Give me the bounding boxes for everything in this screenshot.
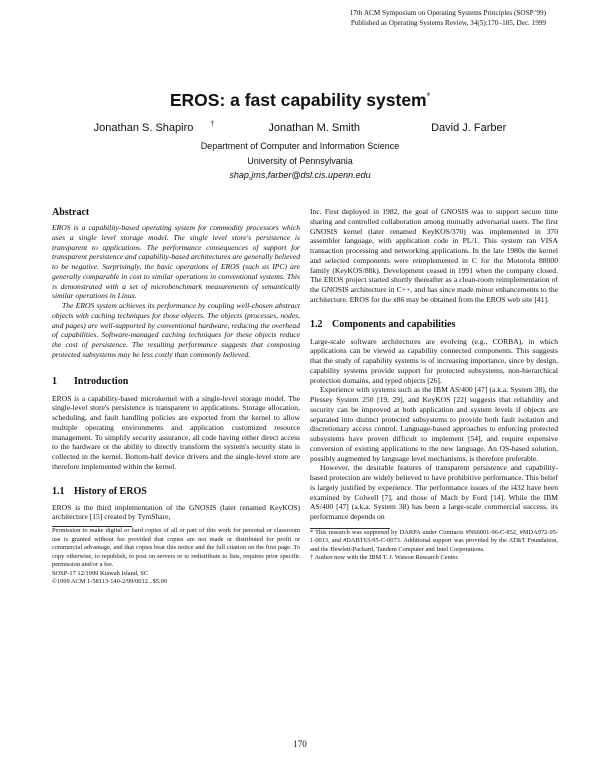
abstract-paragraph: EROS is a capability-based operating system for commodity processors which uses a single level storage model. The single level store's persistence is transparent to applications. The performance consequences of support for transparent persistence and capability-based architectures are generally believed to be negative. Surprisingly, the basic operations of EROS (such as IPC) are generally comparable in cost to similar operations in conventional systems. This is demonstrated with a set of microbenchmark measurements of semantically similar operations in Linux. <box>52 223 300 301</box>
header-publication: Published as Operating Systems Review, 34(5):170–185, Dec. 1999 <box>350 19 546 27</box>
body-paragraph: Experience with systems such as the IBM AS/400 [47] (a.k.a. System 38), the Plessey System 250 [19, 29], and KeyKOS [22] suggests that reliability and security can be improved at both application and system levels if objects are separated into distinct protected subsystems to provide both fault isolation and discretionary access control. Language-based approaches to enforcing protected subsystems have proven difficult to implement [54], and require expensive conversion of existing applications to the new language. An OS-based solution, possibly augmented by language level mechanisms, is therefore preferable. <box>310 385 558 463</box>
author-footnote-mark: † <box>210 121 215 128</box>
right-column <box>310 207 558 562</box>
affiliation-univ: University of Pennsylvania <box>247 156 353 166</box>
title-footnote-mark: * <box>426 91 431 102</box>
body-paragraph: EROS is the third implementation of the GNOSIS (later renamed KeyKOS) architecture [15] created by TymShare, <box>52 502 300 522</box>
section-title: Introduction <box>74 375 129 387</box>
author <box>251 122 377 134</box>
footnote-author: † Author now with the IBM T. J. Watson Research Center. <box>310 553 459 561</box>
section-heading-components <box>310 319 558 331</box>
left-column <box>52 207 300 587</box>
body-paragraph: However, the desirable features of transparent persistence and capability-based protection are widely believed to have prohibitive performance. This belief is largely justified by experience. The performance issues of the i432 have been examined by Colwell [7], and those of Mach by Ford [14]. While the IBM AS/400 [47] (a.k.a. System 38) has been a large-scale commercial success, its performance depends on <box>310 463 558 521</box>
affiliation-dept: Department of Computer and Information Science <box>200 141 400 151</box>
section-number: 1 <box>52 375 57 387</box>
body-paragraph: Large-scale software architectures are evolving (e.g., CORBA), in which applications can be viewed as capability connected components. This suggests that the study of capability systems is of increasing importance, since by design, capability systems provide support for protected subsystems, non-hierarchical protection domains, and typed objects [26]. <box>310 336 558 385</box>
author-name: Jonathan M. Smith <box>268 121 361 134</box>
author-list <box>0 121 600 134</box>
body-paragraph: EROS is a capability-based microkernel with a single-level storage model. The single-level store's persistence is transparent to applications. Storage allocation, scheduling, and fault handling policies are exported from the kernel to allow multiple operating environments and application customized resource management. To simplify security assurance, all code having either direct access to the hardware or the ability to directly transform the system's security state is collected in the kernel. Bottom-half device drivers and the single-level store are therefore implemented within the kernel. <box>52 393 300 471</box>
section-title: History of EROS <box>74 485 147 497</box>
abstract-paragraph: The EROS system achieves its performance by coupling well-chosen abstract objects with caching techniques for those objects. The objects (processes, nodes, and pages) are well-supported by conventional hardware, reducing the overhead of capabilities. Software-managed caching techniques for these objects reduce the cost of persistence. The resulting performance suggests that composing protected subsystems may be less costly than commonly believed. <box>52 301 300 359</box>
author-email: shap,jms,farber@dsl.cis.upenn.edu <box>229 170 371 180</box>
paper-title <box>0 90 600 111</box>
author-name: David J. Farber <box>431 121 507 134</box>
section-heading-introduction <box>52 376 300 388</box>
header-conference: 17th ACM Symposium on Operating Systems Principles (SOSP '99) <box>349 9 546 17</box>
footnotes <box>310 529 558 563</box>
paper-title-text: EROS: a fast capability system <box>169 90 427 110</box>
copyright-isbn: ©1999 ACM 1-58113-140-2/99/0012...$5.00 <box>52 578 168 585</box>
copyright-venue: SOSP-17 12/1999 Kiawah Island, SC <box>52 569 149 577</box>
author <box>77 121 215 134</box>
abstract-heading: Abstract <box>52 207 90 218</box>
copyright-notice <box>52 527 300 587</box>
author <box>414 122 523 134</box>
page-number: 170 <box>293 739 307 749</box>
copyright-text: Permission to make digital or hard copies of all or part of this work for personal or classroom use is granted without fee provided that copies are not made or distributed for profit or commercial advantage, and that copies bear this notice and the full citation on the first page. To copy otherwise, to republish, to post on servers or to redistribute to lists, requires prior specific permission and/or a fee. <box>52 527 300 568</box>
section-number: 1.1 <box>52 485 65 497</box>
author-name: Jonathan S. Shapiro <box>93 121 194 134</box>
running-header <box>350 8 546 28</box>
section-heading-history <box>52 486 300 498</box>
body-paragraph: Inc. First deployed in 1982, the goal of GNOSIS was to support secure time sharing and controlled collaboration among mutually adversarial users. The first GNOSIS kernel (later renamed KeyKOS/370) was implemented in 370 assembler language, with application code in PL/1. This system ran VISA transaction processing and networking applications. In the late 1980s the kernel and selected components were reimplemented in C for the Motorola 88000 family (KeyKOS/88k). Development ceased in 1991 when the company closed. The EROS project started shortly thereafter as a clean-room reimplementation of the GNOSIS architecture in C++, and has since made minor enhancements to the architecture. EROS for the x86 may be obtained from the EROS web site [41]. <box>310 207 558 304</box>
section-title: Components and capabilities <box>332 318 456 330</box>
section-number: 1.2 <box>310 318 323 330</box>
footnote-funding: * This research was supported by DARPA under Contracts #N66001-96-C-852, #MDA972-95-1-0013, and #DABT63-95-C-0073. Additional support was provided by the AT&T Foundation, and the Hewlett-Packard, Tandem Computer and Intel Corporations. <box>310 528 558 553</box>
